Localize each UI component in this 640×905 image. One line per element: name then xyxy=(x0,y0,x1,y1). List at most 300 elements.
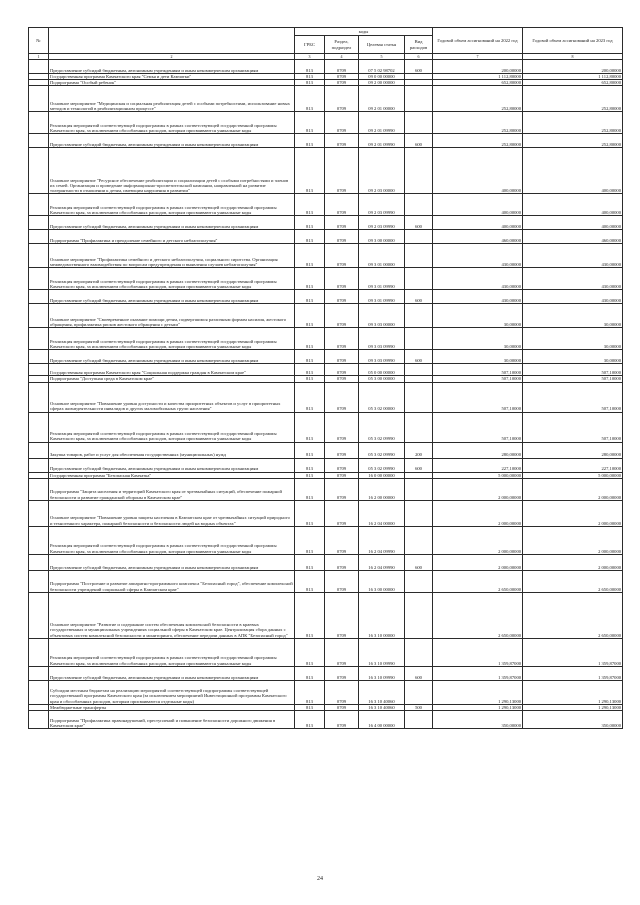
grbs-cell: 813 xyxy=(295,290,325,304)
section-cell: 0709 xyxy=(325,148,359,194)
row-number-cell xyxy=(29,382,49,412)
amount-2023-cell: 280,00000 xyxy=(523,442,623,458)
expense-type-cell xyxy=(405,244,433,268)
item-name-cell: Реализация мероприятий соответствующей подпрограммы в рамках соответствующей государственной программы Камчатского края, за исключением обособленных расходов, которым присваиваются уникальные коды xyxy=(49,526,295,554)
amount-2022-cell: 252,80000 xyxy=(433,134,523,148)
amount-2023-cell: 430,00000 xyxy=(523,290,623,304)
grbs-cell: 813 xyxy=(295,570,325,592)
amount-2023-cell: 507,10000 xyxy=(523,382,623,412)
grbs-cell: 813 xyxy=(295,60,325,74)
expense-type-cell xyxy=(405,711,433,729)
table-row xyxy=(29,526,623,554)
target-article-cell: 09 2 03 00000 xyxy=(359,148,405,194)
amount-2022-cell: 1 290,13000 xyxy=(433,704,523,710)
amount-2023-cell: 30,00000 xyxy=(523,350,623,364)
target-article-cell: 16 3 10 40060 xyxy=(359,704,405,710)
section-cell: 0709 xyxy=(325,376,359,382)
row-number-cell xyxy=(29,442,49,458)
row-number-cell xyxy=(29,500,49,526)
index-cell: 7 xyxy=(433,54,523,60)
row-number-cell xyxy=(29,148,49,194)
amount-2023-cell: 2 000,00000 xyxy=(523,526,623,554)
table-row xyxy=(29,194,623,216)
table-row xyxy=(29,230,623,244)
header-name xyxy=(49,28,295,54)
amount-2022-cell: 1 359,87000 xyxy=(433,638,523,666)
row-number-cell xyxy=(29,304,49,328)
item-name-cell: Предоставление субсидий бюджетным, автономным учреждениям и иным некоммерческим организациям xyxy=(49,554,295,570)
index-cell: 6 xyxy=(405,54,433,60)
amount-2023-cell: 200,00000 xyxy=(523,60,623,74)
section-cell: 0709 xyxy=(325,112,359,134)
header-codes: коды xyxy=(295,28,433,36)
amount-2023-cell: 1 290,13000 xyxy=(523,704,623,710)
header-year-2023: Годовой объем ассигнований на 2023 год xyxy=(523,28,623,54)
item-name-cell: Предоставление субсидий бюджетным, автономным учреждениям и иным некоммерческим организациям xyxy=(49,290,295,304)
amount-2022-cell: 430,00000 xyxy=(433,244,523,268)
expense-type-cell: 600 xyxy=(405,554,433,570)
section-cell: 0709 xyxy=(325,86,359,112)
grbs-cell: 813 xyxy=(295,80,325,86)
index-cell: 5 xyxy=(359,54,405,60)
target-article-cell: 09 3 03 09990 xyxy=(359,328,405,350)
table-row xyxy=(29,60,623,74)
section-cell: 0709 xyxy=(325,442,359,458)
row-number-cell xyxy=(29,290,49,304)
index-cell: 8 xyxy=(523,54,623,60)
amount-2023-cell: 252,80000 xyxy=(523,86,623,112)
item-name-cell: Реализация мероприятий соответствующей подпрограммы в рамках соответствующей государственной программы Камчатского края, за исключением обособленных расходов, которым присваиваются уникальные коды xyxy=(49,412,295,442)
grbs-cell: 813 xyxy=(295,592,325,638)
item-name-cell: Подпрограмма "Защита населения и территорий Камчатского края от чрезвычайных ситуаций, обеспечение пожарной безопасности и развитие гражданской обороны в Камчатском крае" xyxy=(49,478,295,500)
amount-2023-cell: 227,10000 xyxy=(523,458,623,472)
grbs-cell: 813 xyxy=(295,500,325,526)
grbs-cell: 813 xyxy=(295,376,325,382)
amount-2023-cell: 252,80000 xyxy=(523,112,623,134)
target-article-cell: 09 3 01 09990 xyxy=(359,290,405,304)
grbs-cell: 813 xyxy=(295,554,325,570)
target-article-cell: 16 2 00 00000 xyxy=(359,478,405,500)
item-name-cell: Подпрограмма "Особый ребенок" xyxy=(49,80,295,86)
item-name-cell: Государственная программа Камчатского края "Семья и дети Камчатки" xyxy=(49,74,295,80)
row-number-cell xyxy=(29,112,49,134)
row-number-cell xyxy=(29,216,49,230)
expense-type-cell: 200 xyxy=(405,442,433,458)
table-row xyxy=(29,244,623,268)
amount-2022-cell: 507,10000 xyxy=(433,412,523,442)
target-article-cell: 05 3 02 00000 xyxy=(359,382,405,412)
expense-type-cell xyxy=(405,86,433,112)
amount-2023-cell: 507,10000 xyxy=(523,376,623,382)
grbs-cell: 813 xyxy=(295,711,325,729)
amount-2022-cell: 430,00000 xyxy=(433,268,523,290)
row-number-cell xyxy=(29,666,49,680)
item-name-cell: Межбюджетные трансферты xyxy=(49,704,295,710)
budget-table xyxy=(28,27,623,729)
item-name-cell: Субсидии местным бюджетам на реализацию мероприятий соответствующей подпрограммы соответствующей государственной программы Камчатского края (за исключением мероприятий Инвестиционной программы Камчатского края и обособленных расходов, которым присваиваются отдельные коды) xyxy=(49,680,295,704)
table-row xyxy=(29,592,623,638)
amount-2022-cell: 2 650,00000 xyxy=(433,592,523,638)
target-article-cell: 05 3 02 09990 xyxy=(359,442,405,458)
amount-2023-cell: 2 650,00000 xyxy=(523,592,623,638)
amount-2023-cell: 430,00000 xyxy=(523,268,623,290)
section-cell: 0709 xyxy=(325,500,359,526)
expense-type-cell xyxy=(405,592,433,638)
header-grbs: ГРБС xyxy=(295,36,325,54)
amount-2023-cell: 652,80000 xyxy=(523,80,623,86)
amount-2022-cell: 1 290,13000 xyxy=(433,680,523,704)
target-article-cell: 09 2 00 00000 xyxy=(359,80,405,86)
amount-2022-cell: 5 000,00000 xyxy=(433,472,523,478)
section-cell: 0709 xyxy=(325,412,359,442)
header-target: Целевая статья xyxy=(359,36,405,54)
table-row xyxy=(29,350,623,364)
item-name-cell: Реализация мероприятий соответствующей подпрограммы в рамках соответствующей государственной программы Камчатского края, за исключением обособленных расходов, которым присваиваются уникальные коды xyxy=(49,638,295,666)
target-article-cell: 16 3 10 09990 xyxy=(359,666,405,680)
section-cell: 0709 xyxy=(325,570,359,592)
item-name-cell: Предоставление субсидий бюджетным, автономным учреждениям и иным некоммерческим организациям xyxy=(49,458,295,472)
expense-type-cell xyxy=(405,412,433,442)
item-name-cell: Подпрограмма "Доступная среда в Камчатском крае" xyxy=(49,376,295,382)
section-cell: 0709 xyxy=(325,680,359,704)
table-body xyxy=(29,60,623,729)
expense-type-cell: 600 xyxy=(405,666,433,680)
item-name-cell: Основное мероприятие "Развитие и содержание систем обеспечения комплексной безопасности в краевых государственных и муниципальных учреждениях социальной сферы в Камчатском крае. Централизация сбора данных с объектовых систем комплексной безопасности и мониторинга, обеспечение передачи данных в АПК "Безопасный город" xyxy=(49,592,295,638)
grbs-cell: 813 xyxy=(295,244,325,268)
expense-type-cell xyxy=(405,364,433,376)
target-article-cell: 09 3 03 09990 xyxy=(359,350,405,364)
row-number-cell xyxy=(29,412,49,442)
item-name-cell: Предоставление субсидий бюджетным, автономным учреждениям и иным некоммерческим организациям xyxy=(49,134,295,148)
table-row xyxy=(29,364,623,376)
expense-type-cell xyxy=(405,500,433,526)
target-article-cell: 09 2 01 09990 xyxy=(359,134,405,148)
target-article-cell: 05 0 00 00000 xyxy=(359,364,405,376)
expense-type-cell xyxy=(405,680,433,704)
header-section: Раздел, подраздел xyxy=(325,36,359,54)
index-cell: 3 xyxy=(295,54,325,60)
table-row xyxy=(29,134,623,148)
section-cell: 0709 xyxy=(325,458,359,472)
item-name-cell: Реализация мероприятий соответствующей подпрограммы в рамках соответствующей государственной программы Камчатского края, за исключением обособленных расходов, которым присваиваются уникальные коды xyxy=(49,112,295,134)
row-number-cell xyxy=(29,526,49,554)
expense-type-cell xyxy=(405,112,433,134)
section-cell: 0709 xyxy=(325,194,359,216)
item-name-cell: Основное мероприятие "Ресурсное обеспечение реабилитации и социализации детей с особыми потребностями и членов их семей. Организация и проведение информационно-просветительской кампании, направленной на развитие толерантности в отношении к детям, имеющим нарушения в развитии" xyxy=(49,148,295,194)
row-number-cell xyxy=(29,230,49,244)
table-row xyxy=(29,290,623,304)
amount-2023-cell: 2 000,00000 xyxy=(523,554,623,570)
amount-2023-cell: 400,00000 xyxy=(523,216,623,230)
amount-2023-cell: 400,00000 xyxy=(523,148,623,194)
target-article-cell: 09 0 00 00000 xyxy=(359,74,405,80)
row-number-cell xyxy=(29,60,49,74)
item-name-cell: Закупка товаров, работ и услуг для обеспечения государственных (муниципальных) нужд xyxy=(49,442,295,458)
expense-type-cell: 600 xyxy=(405,458,433,472)
table-row xyxy=(29,148,623,194)
amount-2022-cell: 507,10000 xyxy=(433,382,523,412)
table-row xyxy=(29,112,623,134)
amount-2022-cell: 2 000,00000 xyxy=(433,554,523,570)
table-row xyxy=(29,570,623,592)
grbs-cell: 813 xyxy=(295,216,325,230)
table-row xyxy=(29,458,623,472)
grbs-cell: 813 xyxy=(295,666,325,680)
section-cell: 0709 xyxy=(325,526,359,554)
table-row xyxy=(29,382,623,412)
grbs-cell: 813 xyxy=(295,364,325,376)
row-number-cell xyxy=(29,364,49,376)
amount-2022-cell: 1 359,87000 xyxy=(433,666,523,680)
amount-2022-cell: 507,10000 xyxy=(433,376,523,382)
amount-2023-cell: 2 000,00000 xyxy=(523,500,623,526)
table-row xyxy=(29,412,623,442)
grbs-cell: 813 xyxy=(295,458,325,472)
row-number-cell xyxy=(29,638,49,666)
table-row xyxy=(29,442,623,458)
target-article-cell: 05 3 00 00000 xyxy=(359,376,405,382)
table-row xyxy=(29,500,623,526)
grbs-cell: 813 xyxy=(295,74,325,80)
row-number-cell xyxy=(29,134,49,148)
amount-2023-cell: 1 359,87000 xyxy=(523,666,623,680)
amount-2022-cell: 30,00000 xyxy=(433,328,523,350)
amount-2023-cell: 5 000,00000 xyxy=(523,472,623,478)
target-article-cell: 16 4 00 00000 xyxy=(359,711,405,729)
amount-2023-cell: 460,00000 xyxy=(523,230,623,244)
amount-2023-cell: 30,00000 xyxy=(523,328,623,350)
table-row xyxy=(29,554,623,570)
index-cell: 2 xyxy=(49,54,295,60)
amount-2022-cell: 200,00000 xyxy=(433,60,523,74)
amount-2022-cell: 252,80000 xyxy=(433,86,523,112)
section-cell: 0709 xyxy=(325,478,359,500)
table-row xyxy=(29,680,623,704)
amount-2022-cell: 507,10000 xyxy=(433,364,523,376)
target-article-cell: 16 2 04 00000 xyxy=(359,500,405,526)
amount-2022-cell: 1 112,80000 xyxy=(433,74,523,80)
target-article-cell: 16 3 10 09990 xyxy=(359,638,405,666)
target-article-cell: 05 3 02 09990 xyxy=(359,458,405,472)
amount-2023-cell: 252,80000 xyxy=(523,134,623,148)
row-number-cell xyxy=(29,268,49,290)
expense-type-cell: 600 xyxy=(405,60,433,74)
amount-2022-cell: 400,00000 xyxy=(433,194,523,216)
section-cell: 0709 xyxy=(325,60,359,74)
expense-type-cell xyxy=(405,304,433,328)
section-cell: 0709 xyxy=(325,290,359,304)
amount-2022-cell: 430,00000 xyxy=(433,290,523,304)
grbs-cell: 813 xyxy=(295,112,325,134)
item-name-cell: Реализация мероприятий соответствующей подпрограммы в рамках соответствующей государственной программы Камчатского края, за исключением обособленных расходов, которым присваиваются уникальные коды xyxy=(49,268,295,290)
row-number-cell xyxy=(29,328,49,350)
section-cell: 0709 xyxy=(325,244,359,268)
amount-2023-cell: 400,00000 xyxy=(523,194,623,216)
expense-type-cell xyxy=(405,148,433,194)
amount-2022-cell: 2 000,00000 xyxy=(433,500,523,526)
item-name-cell: Реализация мероприятий соответствующей подпрограммы в рамках соответствующей государственной программы Камчатского края, за исключением обособленных расходов, которым присваиваются уникальные коды xyxy=(49,328,295,350)
target-article-cell: 09 3 01 00000 xyxy=(359,244,405,268)
table-row xyxy=(29,638,623,666)
section-cell: 0709 xyxy=(325,364,359,376)
target-article-cell: 09 2 03 09990 xyxy=(359,194,405,216)
section-cell: 0709 xyxy=(325,711,359,729)
section-cell: 0709 xyxy=(325,74,359,80)
grbs-cell: 813 xyxy=(295,328,325,350)
amount-2023-cell: 2 000,00000 xyxy=(523,478,623,500)
target-article-cell: 09 3 01 09990 xyxy=(359,268,405,290)
target-article-cell: 16 3 00 00000 xyxy=(359,570,405,592)
row-number-cell xyxy=(29,244,49,268)
amount-2022-cell: 460,00000 xyxy=(433,230,523,244)
grbs-cell: 813 xyxy=(295,412,325,442)
section-cell: 0709 xyxy=(325,592,359,638)
target-article-cell: 16 0 00 00000 xyxy=(359,472,405,478)
grbs-cell: 813 xyxy=(295,704,325,710)
row-number-cell xyxy=(29,194,49,216)
amount-2023-cell: 507,10000 xyxy=(523,412,623,442)
item-name-cell: Основное мероприятие "Повышение уровня доступности и качества приоритетных объектов и услуг в приоритетных сферах жизнедеятельности инвалидов и других маломобильных групп населения" xyxy=(49,382,295,412)
item-name-cell: Подпрограмма "Профилактика правонарушений, преступлений и повышение безопасности дорожного движения в Камчатском крае" xyxy=(49,711,295,729)
amount-2022-cell: 252,80000 xyxy=(433,112,523,134)
target-article-cell: 09 3 00 00000 xyxy=(359,230,405,244)
target-article-cell: 09 2 03 09990 xyxy=(359,216,405,230)
expense-type-cell: 600 xyxy=(405,290,433,304)
grbs-cell: 813 xyxy=(295,526,325,554)
item-name-cell: Предоставление субсидий бюджетным, автономным учреждениям и иным некоммерческим организациям xyxy=(49,216,295,230)
target-article-cell: 16 2 04 09990 xyxy=(359,526,405,554)
table-row xyxy=(29,216,623,230)
amount-2023-cell: 350,00000 xyxy=(523,711,623,729)
section-cell: 0709 xyxy=(325,638,359,666)
item-name-cell: Основное мероприятие "Медицинская и социальная реабилитация детей с особыми потребностями, использование новых методов и технологий в реабилитационном процессе" xyxy=(49,86,295,112)
grbs-cell: 813 xyxy=(295,230,325,244)
section-cell: 0709 xyxy=(325,472,359,478)
section-cell: 0709 xyxy=(325,328,359,350)
row-number-cell xyxy=(29,350,49,364)
grbs-cell: 813 xyxy=(295,304,325,328)
expense-type-cell: 600 xyxy=(405,350,433,364)
expense-type-cell xyxy=(405,638,433,666)
target-article-cell: 07 5 02 98702 xyxy=(359,60,405,74)
amount-2023-cell: 1 359,87000 xyxy=(523,638,623,666)
grbs-cell: 813 xyxy=(295,134,325,148)
target-article-cell: 09 2 01 00000 xyxy=(359,86,405,112)
amount-2023-cell: 2 650,00000 xyxy=(523,570,623,592)
grbs-cell: 813 xyxy=(295,382,325,412)
target-article-cell: 16 3 10 00000 xyxy=(359,592,405,638)
table-row xyxy=(29,478,623,500)
target-article-cell: 09 3 03 00000 xyxy=(359,304,405,328)
item-name-cell: Подпрограмма "Профилактика и преодоление семейного и детского неблагополучия" xyxy=(49,230,295,244)
amount-2022-cell: 30,00000 xyxy=(433,304,523,328)
amount-2022-cell: 2 000,00000 xyxy=(433,526,523,554)
row-number-cell xyxy=(29,478,49,500)
expense-type-cell: 600 xyxy=(405,134,433,148)
row-number-cell xyxy=(29,458,49,472)
row-number-cell xyxy=(29,86,49,112)
grbs-cell: 813 xyxy=(295,478,325,500)
item-name-cell: Предоставление субсидий бюджетным, автономным учреждениям и иным некоммерческим организациям xyxy=(49,666,295,680)
item-name-cell: Предоставление субсидий бюджетным, автономным учреждениям и иным некоммерческим организациям xyxy=(49,60,295,74)
amount-2022-cell: 280,00000 xyxy=(433,442,523,458)
index-cell: 1 xyxy=(29,54,49,60)
row-number-cell xyxy=(29,592,49,638)
expense-type-cell xyxy=(405,194,433,216)
grbs-cell: 813 xyxy=(295,680,325,704)
grbs-cell: 813 xyxy=(295,86,325,112)
amount-2022-cell: 30,00000 xyxy=(433,350,523,364)
expense-type-cell xyxy=(405,268,433,290)
amount-2022-cell: 652,80000 xyxy=(433,80,523,86)
amount-2023-cell: 30,00000 xyxy=(523,304,623,328)
table-row xyxy=(29,86,623,112)
item-name-cell: Государственная программа "Безопасная Камчатка" xyxy=(49,472,295,478)
item-name-cell: Подпрограмма "Построение и развитие аппаратно-программного комплекса "Безопасный город", обеспечение комплексной безопасности учреждений социальной сферы в Камчатском крае" xyxy=(49,570,295,592)
item-name-cell: Государственная программа Камчатского края "Социальная поддержка граждан в Камчатском крае" xyxy=(49,364,295,376)
expense-type-cell xyxy=(405,570,433,592)
grbs-cell: 813 xyxy=(295,350,325,364)
expense-type-cell xyxy=(405,478,433,500)
row-number-cell xyxy=(29,554,49,570)
section-cell: 0709 xyxy=(325,350,359,364)
amount-2023-cell: 1 112,80000 xyxy=(523,74,623,80)
amount-2022-cell: 227,10000 xyxy=(433,458,523,472)
amount-2023-cell: 1 290,13000 xyxy=(523,680,623,704)
grbs-cell: 813 xyxy=(295,148,325,194)
row-number-cell xyxy=(29,711,49,729)
section-cell: 0709 xyxy=(325,80,359,86)
amount-2022-cell: 2 000,00000 xyxy=(433,478,523,500)
item-name-cell: Предоставление субсидий бюджетным, автономным учреждениям и иным некоммерческим организациям xyxy=(49,350,295,364)
header-year-2022: Годовой объем ассигнований на 2022 год xyxy=(433,28,523,54)
table-row xyxy=(29,328,623,350)
table-row xyxy=(29,666,623,680)
section-cell: 0709 xyxy=(325,666,359,680)
grbs-cell: 813 xyxy=(295,194,325,216)
grbs-cell: 813 xyxy=(295,268,325,290)
target-article-cell: 09 2 01 09990 xyxy=(359,112,405,134)
table-row xyxy=(29,711,623,729)
index-cell: 4 xyxy=(325,54,359,60)
section-cell: 0709 xyxy=(325,134,359,148)
amount-2022-cell: 2 650,00000 xyxy=(433,570,523,592)
expense-type-cell xyxy=(405,382,433,412)
table-row xyxy=(29,268,623,290)
section-cell: 0709 xyxy=(325,268,359,290)
item-name-cell: Основное мероприятие "Своевременное оказание помощи детям, подвергшимся различным формам насилия, жестокого обращения, профилактика рисков жестокого обращения с детьми" xyxy=(49,304,295,328)
section-cell: 0709 xyxy=(325,382,359,412)
expense-type-cell: 600 xyxy=(405,216,433,230)
header-exp-type: Вид расходов xyxy=(405,36,433,54)
row-number-cell xyxy=(29,680,49,704)
target-article-cell: 16 2 04 09990 xyxy=(359,554,405,570)
header-number: № xyxy=(29,28,49,54)
item-name-cell: Основное мероприятие "Повышение уровня защиты населения в Камчатском крае от чрезвычайных ситуаций природного и техногенного характера, пожарной безопасности и безопасности людей на водных объектах" xyxy=(49,500,295,526)
page-number: 24 xyxy=(317,876,323,882)
expense-type-cell xyxy=(405,230,433,244)
section-cell: 0709 xyxy=(325,304,359,328)
expense-type-cell: 500 xyxy=(405,704,433,710)
expense-type-cell xyxy=(405,328,433,350)
row-number-cell xyxy=(29,570,49,592)
grbs-cell: 813 xyxy=(295,472,325,478)
item-name-cell: Реализация мероприятий соответствующей подпрограммы в рамках соответствующей государственной программы Камчатского края, за исключением обособленных расходов, которым присваиваются уникальные коды xyxy=(49,194,295,216)
grbs-cell: 813 xyxy=(295,442,325,458)
amount-2022-cell: 350,00000 xyxy=(433,711,523,729)
target-article-cell: 16 3 10 40060 xyxy=(359,680,405,704)
table-row xyxy=(29,304,623,328)
